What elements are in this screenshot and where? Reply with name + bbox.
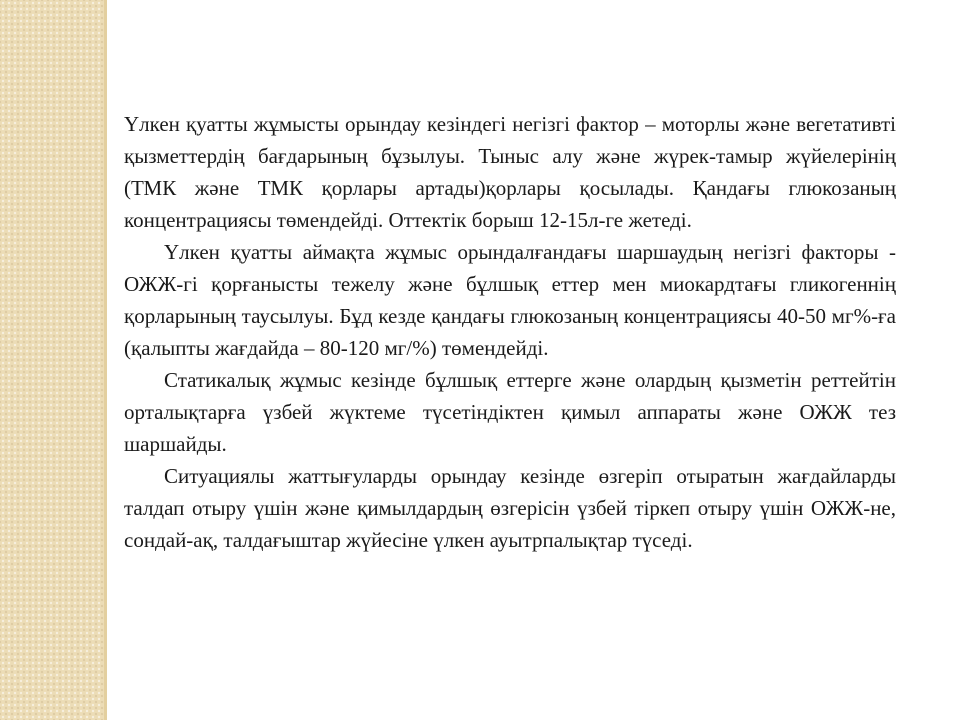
paragraph-2: Үлкен қуатты аймақта жұмыс орындалғандағы шаршаудың негізгі факторы - ОЖЖ-гі қорғанысты тежелу және бұлшық еттер мен миокардтағы гликогеннің қорларының таусылуы. Бұд кезде қандағы глюкозаның концентрациясы 40-50 мг%-ға (қалыпты жағдайда – 80-120 мг/%) төмендейді. (124, 240, 896, 360)
paragraph-1: Үлкен қуатты жұмысты орындау кезіндегі негізгі фактор – моторлы және вегетативті қызметтердің бағдарының бұзылуы. Тыныс алу және жүрек-тамыр жүйелерінің (ТМК және ТМК қорлары артады)қорлары қосылады. Қандағы глюкозаның концентрациясы төмендейді. Оттектік борыш 12-15л-ге жетеді. (124, 112, 896, 232)
side-band-edge (104, 0, 107, 720)
paragraph-4: Ситуациялы жаттығуларды орындау кезінде өзгеріп отыратын жағдайларды талдап отыру үшін және қимылдардың өзгерісін үзбей тіркеп отыру үшін ОЖЖ-не, сондай-ақ, талдағыштар жүйесіне үлкен ауытрпалықтар түседі. (124, 464, 896, 552)
paragraph-3: Статикалық жұмыс кезінде бұлшық еттерге және олардың қызметін реттейтін орталықтарға үзбей жүктеме түсетіндіктен қимыл аппараты және ОЖЖ тез шаршайды. (124, 368, 896, 456)
body-text (124, 108, 896, 556)
decorative-side-band (0, 0, 104, 720)
